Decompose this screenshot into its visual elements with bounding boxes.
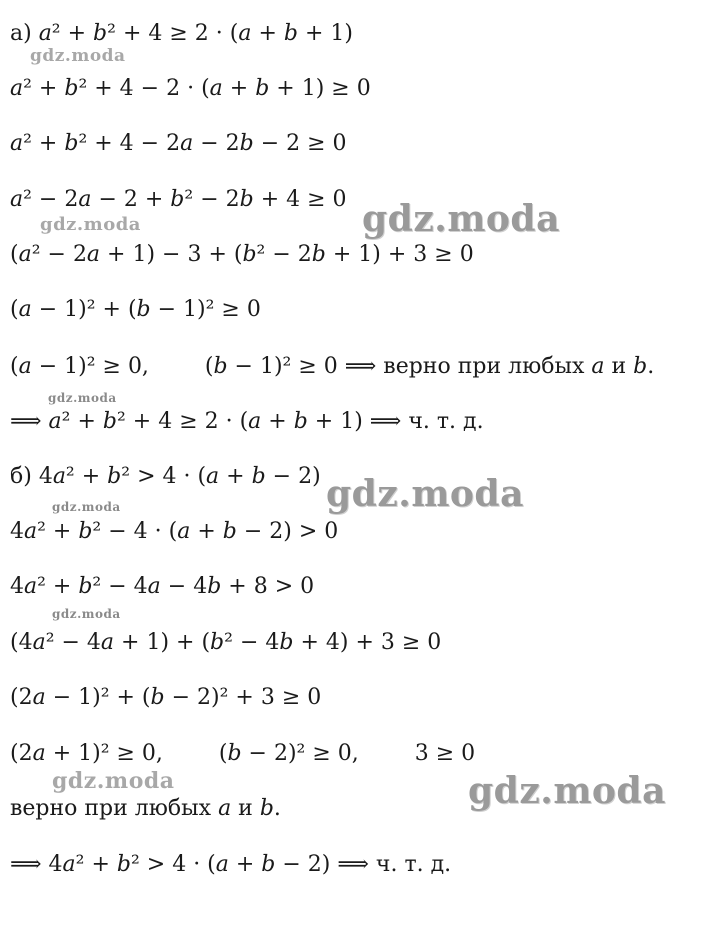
line-a-statement: а) 𝑎² + 𝑏² + 4 ≥ 2 · (𝑎 + 𝑏 + 1) [10, 21, 353, 46]
watermark: gdz.moda [48, 391, 117, 405]
line-b-step-3: (4𝑎² − 4𝑎 + 1) + (𝑏² − 4𝑏 + 4) + 3 ≥ 0 [10, 630, 442, 655]
line-b-conclusion: ⟹ 4𝑎² + 𝑏² > 4 · (𝑎 + 𝑏 − 2) ⟹ ч. т. д. [10, 852, 452, 877]
watermark: gdz.moda [468, 770, 666, 812]
line-b-step-1: 4𝑎² + 𝑏² − 4 · (𝑎 + 𝑏 − 2) > 0 [10, 519, 339, 544]
line-a-step-4: (𝑎² − 2𝑎 + 1) − 3 + (𝑏² − 2𝑏 + 1) + 3 ≥ 0 [10, 242, 474, 267]
watermark: gdz.moda [30, 46, 126, 66]
line-b-step-6: верно при любых 𝑎 и 𝑏. [10, 796, 281, 821]
line-b-statement: б) 4𝑎² + 𝑏² > 4 · (𝑎 + 𝑏 − 2) [10, 464, 321, 489]
watermark: gdz.moda [52, 500, 121, 514]
watermark: gdz.moda [326, 473, 524, 515]
watermark: gdz.moda [362, 198, 560, 240]
line-b-step-4: (2𝑎 − 1)² + (𝑏 − 2)² + 3 ≥ 0 [10, 685, 322, 710]
line-b-step-2: 4𝑎² + 𝑏² − 4𝑎 − 4𝑏 + 8 > 0 [10, 574, 315, 599]
line-a-step-5: (𝑎 − 1)² + (𝑏 − 1)² ≥ 0 [10, 297, 261, 322]
watermark: gdz.moda [52, 768, 175, 794]
line-a-step-3: 𝑎² − 2𝑎 − 2 + 𝑏² − 2𝑏 + 4 ≥ 0 [10, 187, 347, 212]
line-a-conclusion: ⟹ 𝑎² + 𝑏² + 4 ≥ 2 · (𝑎 + 𝑏 + 1) ⟹ ч. т. д. [10, 409, 484, 434]
line-a-step-6: (𝑎 − 1)² ≥ 0, (𝑏 − 1)² ≥ 0 ⟹ верно при любых 𝑎 и 𝑏. [10, 354, 655, 379]
watermark: gdz.moda [52, 607, 121, 621]
line-a-step-2: 𝑎² + 𝑏² + 4 − 2𝑎 − 2𝑏 − 2 ≥ 0 [10, 131, 347, 156]
line-b-step-5: (2𝑎 + 1)² ≥ 0, (𝑏 − 2)² ≥ 0, 3 ≥ 0 [10, 741, 476, 766]
watermark: gdz.moda [40, 214, 141, 235]
line-a-step-1: 𝑎² + 𝑏² + 4 − 2 · (𝑎 + 𝑏 + 1) ≥ 0 [10, 76, 371, 101]
